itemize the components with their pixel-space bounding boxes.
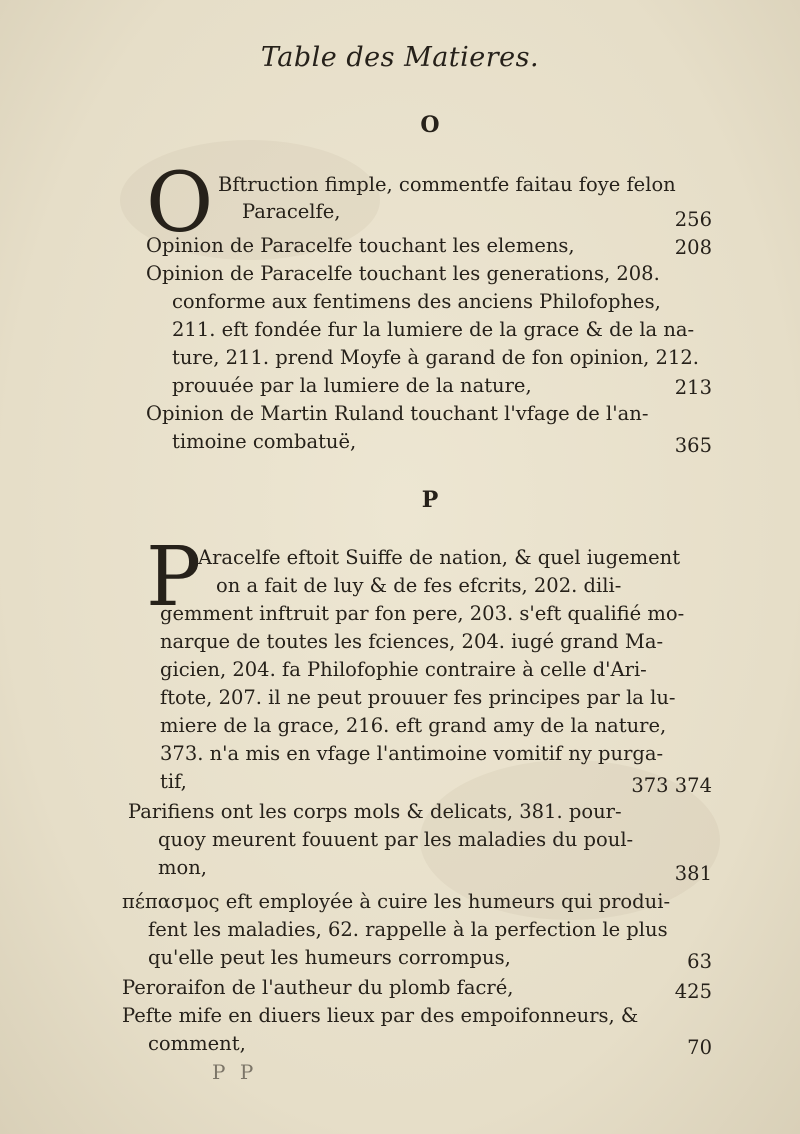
entry-line: fent les maladies, 62. rappelle à la perfection le plus (148, 918, 668, 941)
entry-line: tif, (160, 770, 187, 793)
entry-line: timoine combatuë, (172, 430, 357, 453)
entry-line: ture, 211. prend Moyfe à garand de fon opinion, 212. (172, 346, 699, 369)
entry-line: Peroraifon de l'autheur du plomb facré, (122, 976, 514, 999)
entry-line: Opinion de Martin Ruland touchant l'vfage de l'an- (146, 402, 649, 425)
entry-line: conforme aux fentimens des anciens Philofophes, (172, 290, 661, 313)
page-number: 208 (674, 236, 712, 259)
page-number: 256 (674, 208, 712, 231)
entry-line: 211. eft fondée fur la lumiere de la grace & de la na- (172, 318, 695, 341)
entry-line: Paracelfe, (242, 200, 341, 223)
entry-line: πέπασμος eft employée à cuire les humeurs qui produi- (122, 890, 671, 913)
page-number: 63 (687, 950, 712, 973)
entry-line: gemment inftruit par fon pere, 203. s'eft qualifié mo- (160, 602, 685, 625)
entry-line: Pefte mife en diuers lieux par des empoifonneurs, & (122, 1004, 639, 1027)
page-number: 70 (687, 1036, 712, 1059)
running-head: Table des Matieres. (260, 42, 540, 73)
dropcap-p: P (146, 530, 202, 625)
entry-line: Parifiens ont les corps mols & delicats, 381. pour- (128, 800, 622, 823)
dropcap-o: O (146, 156, 214, 251)
section-letter-o: O (420, 112, 440, 138)
catchword: P P (212, 1060, 258, 1084)
entry-line: ftote, 207. il ne peut prouuer fes principes par la lu- (160, 686, 676, 709)
entry-line: gicien, 204. fa Philofophie contraire à celle d'Ari- (160, 658, 647, 681)
entry-line: prouuée par la lumiere de la nature, (172, 374, 532, 397)
entry-line: Opinion de Paracelfe touchant les generations, 208. (146, 262, 660, 285)
entry-line: mon, (158, 856, 207, 879)
entry-line: narque de toutes les fciences, 204. iugé grand Ma- (160, 630, 664, 653)
page-number: 213 (674, 376, 712, 399)
page-number: 365 (674, 434, 712, 457)
page-number: 425 (674, 980, 712, 1003)
entry-line: 373. n'a mis en vfage l'antimoine vomitif ny purga- (160, 742, 664, 765)
section-letter-p: P (421, 487, 439, 513)
entry-line: Bftruction fimple, commentfe faitau foye felon (218, 173, 676, 196)
entry-line: qu'elle peut les humeurs corrompus, (148, 946, 511, 969)
entry-line: on a fait de luy & de fes efcrits, 202. dili- (216, 574, 622, 597)
page-number: 381 (674, 862, 712, 885)
entry-line: comment, (148, 1032, 246, 1055)
entry-line: Opinion de Paracelfe touchant les elemens, (146, 234, 575, 257)
entry-line: quoy meurent fouuent par les maladies du poul- (158, 828, 634, 851)
entry-line: miere de la grace, 216. eft grand amy de la nature, (160, 714, 667, 737)
entry-line: Aracelfe eftoit Suiffe de nation, & quel iugement (198, 546, 681, 569)
page-number: 373 374 (631, 774, 712, 797)
